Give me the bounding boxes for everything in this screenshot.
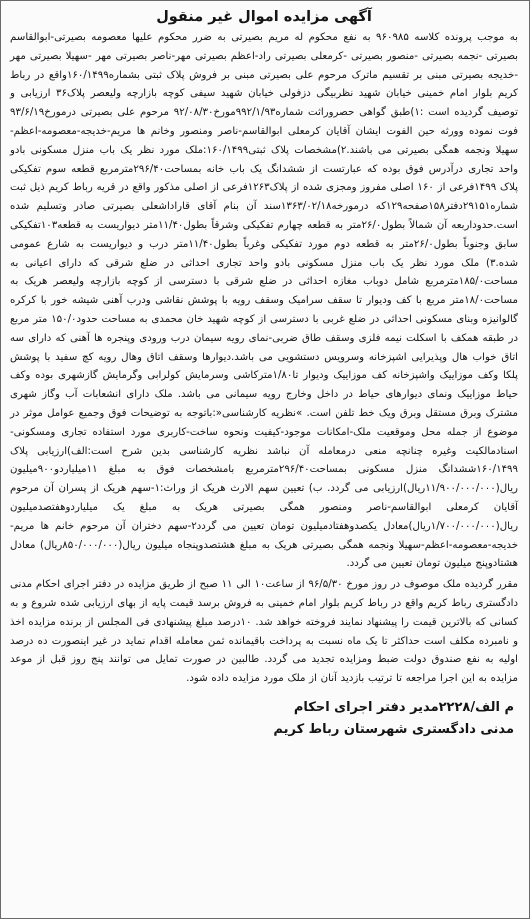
notice-signature [10, 697, 518, 741]
notice-title: آگهی مزایده اموال غیر منقول [156, 9, 372, 25]
signature-line-2: مدنی دادگستری شهرستان رباط کریم [273, 721, 514, 737]
notice-body-paragraph: به موجب پرونده کلاسه ۹۶۰۹۸۵ به نفع محکوم له مریم بصیرتی به ضرر محکوم علیها معصومه بصیرتی-ابوالقاسم بصیرتی -نجمه بصیرتی -منصور بصیرتی -کرمعلی بصیرتی راد-اعظم بصیرتی مهر-ناصر بصیرتی مهر -سهیلا بصیرتی مهر -خدیجه بصیرتی مبنی بر تقسیم ماترک مرحوم علی بصیرتی مبنی بر فروش پلاک ثبتی بشماره۱۶۰/۱۴۹۹واقع در رباط کریم بلوار امام خمینی خیابان شهید نظربیگی دزفولی خیابان شهید سیفی کوچه بازارچه ولیعصر پلاک۳۶ ارزیابی و توصیف گردیده است :۱)طبق گواهی حصروراثت شماره۹۹۲/۱/۹۳مورخ۹۲/۰۸/۳۰ مرحوم علی بصیرتی درمورخ۹۳/۶/۱۹ فوت نموده وورثه حین الفوت ایشان آقایان کرمعلی ابوالقاسم-ناصر ومنصور وخانم ها مریم-خدیجه-معصومه-اعظم-سهیلا ونجمه همگی بصیرتی می باشند.۲)مشخصات پلاک ثبتی۱۶۰/۱۴۹۹:ملک مورد نظر یک باب منزل مسکونی بادو واحد تجاری درآدرس فوق بوده که عبارتست از ششدانگ یک باب خانه بمساحت۲۹۶/۴۰مترمربع قطعه سوم تفکیکی پلاک ۱۴۹۹فرعی از ۱۶۰ اصلی مفروز ومجزی شده از پلاک۱۲۶۳فرعی از اصلی مذکور واقع در قریه رباط کریم ذیل ثبت شماره۲۹۱۵۱دفتر۱۵۸صفحه۱۲۹که درمورخه۱۳۶۳/۰۲/۱۸سند آن بنام آقای قاراداشعلی بصیرتی صادر وتسلیم شده است.حدوداربعه آن شمالاً بطول۲۶/۰متر به قطعه چهارم تفکیکی وشرقاً بطول۱۱/۴۰متر دیواریست به قطعه۱۰۳تفکیکی سابق وجنوباً بطول۲۶/۰متر به قطعه دوم مورد تفکیکی وغرباً بطول۱۱/۴۰متر درب و دیواریست به شارع عمومی شده.۳) ملک مورد نظر یک باب منزل مسکونی بادو واحد تجاری احداثی در ضلع شرقی که دارای اعیانی به مساحت۱۸۵/۰مترمربع شامل دوباب مغازه احداثی در ضلع شرقی با دسترسی از کوچه بازارچه ولیعصر هریک به مساحت۱۸/۰متر مربع با کف ودیوار تا سقف سرامیک وسقف رویه با پوشش نقاشی ودرب آهنی شیشه خور با کرکره گالوانیزه وبنای مسکونی احداثی در ضلع غربی با دسترسی از کوچه شهید خان محمدی به مساحت حدود۱۵۰/۰ متر مربع در طبقه همکف با اسکلت نیمه فلزی وسقف طاق ضربی-نمای رویه سیمان درب ورودی وپنجره ها آهنی که دارای سه اتاق خواب هال وپذیرایی اشپزخانه وسرویس دستشویی می باشد.دیوارها وسقف اتاق وهال رویه کچ سفید با پوشش پلکا وکف موزاییک واشپزخانه کف موزاییک ودیوار تا۱/۸۰مترکاشی وسرمایش کولرابی وگرمایش گازشهری بوده وکف حیاط موزاییک ونمای دیوارهای حیاط در داخل وخارج رویه سیمانی می باشد. ملک دارای انشعابات آب وگاز شهری مشترک وبرق مستقل وبرق ویک خط تلفن است. »نظریه کارشناسی«:باتوجه به توضیحات فوق وجمیع عوامل موثر در موضوع از جمله محل وموقعیت ملک-امکانات موجود-کیفیت ونحوه ساخت-کاربری مورد استفاده تجاری ومسکونی-اسنادمالکیت وغیره چنانچه منعی درمعامله آن نباشد نظریه کارشناسی بدین شرح است:الف)ارزیابی پلاک ۱۶۰/۱۴۹۹ششدانگ منزل مسکونی بمساحت۲۹۶/۴۰مترمربع بامشخصات فوق به مبلغ ۱۱میلیاردو۹۰۰میلیون ریال(۱۱/۹۰۰/۰۰۰/۰۰۰ریال)ارزیابی می گردد. ب) تعیین سهم الارث هریک از وراث:۱-سهم هریک از پسران آن مرحوم آقایان کرمعلی ابوالقاسم-ناصر ومنصور همگی بصیرتی هریک به مبلغ یک میلیاردوهفتصدمیلیون ریال(۱/۷۰۰/۰۰۰/۰۰۰ریال)معادل یکصدوهفتادمیلیون تومان تعیین می گردد۲-سهم دختران آن مرحوم خانم ها مریم-خدیجه-معصومه-اعظم-سهیلا ونجمه همگی بصیرتی هریک به مبلغ هشتصدوپنجاه میلیون ریال(۸۵۰/۰۰۰/۰۰۰ریال) معادل هشتادوپنج میلیون تومان تعیین می گردد. [10, 32, 519, 570]
notice-terms-paragraph: مقرر گردیده ملک موصوف در روز مورخ ۹۶/۵/۳۰ از ساعت۱۰ الی ۱۱ صبح از طریق مزایده در دفتر اجرای احکام مدنی دادگستری رباط کریم واقع در رباط کریم بلوار امام خمینی به فروش برسد قیمت پایه از بهای ارزیابی شده شروع و به کسانی که بالاترین قیمت را پیشنهاد نمایند فروخته خواهد شد. ۱۰درصد مبلغ پیشنهادی فی المجلس از برنده مزایده اخذ و نامبرده مکلف است حداکثر تا یک ماه نسبت به پرداخت باقیمانده ثمن معامله اقدام نماید در غیر اینصورت ده درصد اولیه به نفع صندوق دولت ضبط ومزایده تجدید می گردد. طالبین در صورت تمایل می توانند پنج روز قبل از موعد مزایده به این اجرا مراجعه تا ترتیب بازدید آنان از ملک مورد مزایده داده شود. [9, 579, 518, 685]
signature-line-1: م الف/۲۲۲۸مدیر دفتر اجرای احکام [293, 699, 514, 715]
